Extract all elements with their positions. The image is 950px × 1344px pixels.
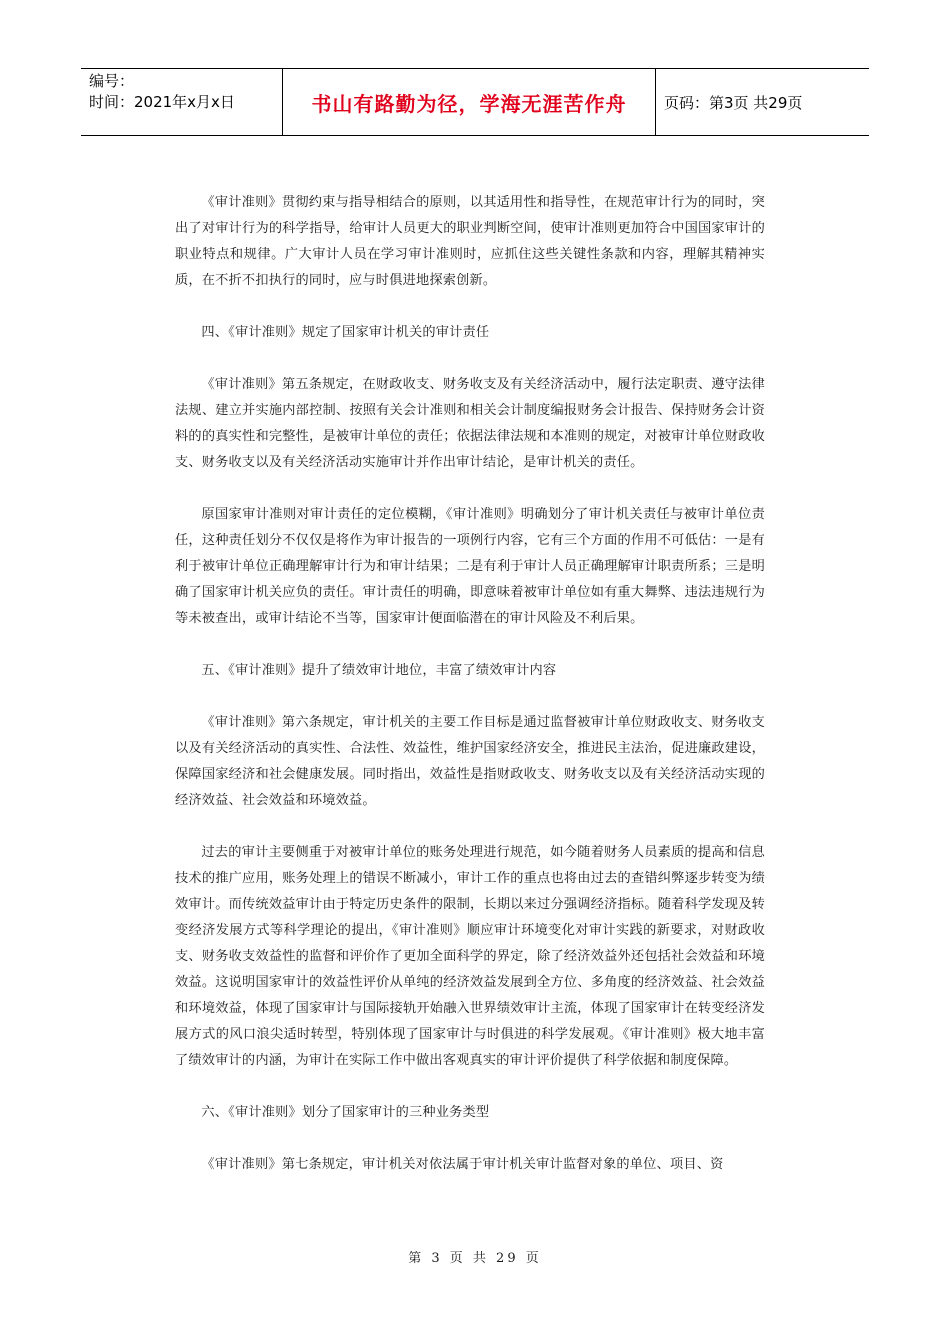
paragraph-5: 过去的审计主要侧重于对被审计单位的账务处理进行规范，如今随着财务人员素质的提高和信息技术的推广应用，账务处理上的错误不断减小，审计工作的重点也将由过去的查错纠弊逐步转变为绩效审计。而传统效益审计由于特定历史条件的限制，长期以来过分强调经济指标。随着科学发现及转变经济发展方式等科学理论的提出，《审计准则》顺应审计环境变化对审计实践的新要求，对财政收支、财务收支效益性的监督和评价作了更加全面科学的界定，除了经济效益外还包括社会效益和环境效益。这说明国家审计的效益性评价从单纯的经济效益发展到全方位、多角度的经济效益、社会效益和环境效益，体现了国家审计与国际接轨开始融入世界绩效审计主流，体现了国家审计在转变经济发展方式的风口浪尖适时转型，特别体现了国家审计与时俱进的科学发展观。《审计准则》极大地丰富了绩效审计的内涵，为审计在实际工作中做出客观真实的审计评价提供了科学依据和制度保障。 <box>175 845 765 1068</box>
section-heading-5: 五、《审计准则》提升了绩效审计地位，丰富了绩效审计内容 <box>201 663 557 678</box>
paragraph-2: 《审计准则》第五条规定，在财政收支、财务收支及有关经济活动中，履行法定职责、遵守法律法规、建立并实施内部控制、按照有关会计准则和相关会计制度编报财务会计报告、保持财务会计资料的的真实性和完整性，是被审计单位的责任；依据法律法规和本准则的规定，对被审计单位财政收支、财务收支以及有关经济活动实施审计并作出审计结论，是审计机关的责任。 <box>175 377 765 470</box>
header-meta <box>81 69 283 135</box>
time-label: 时间：2021年x月x日 <box>89 93 235 111</box>
document-body <box>175 190 765 1204</box>
page-info: 页码：第3页 共29页 <box>664 93 803 112</box>
paragraph-3: 原国家审计准则对审计责任的定位模糊，《审计准则》明确划分了审计机关责任与被审计单位责任，这种责任划分不仅仅是将作为审计报告的一项例行内容，它有三个方面的作用不可低估：一是有利于被审计单位正确理解审计行为和审计结果；二是有利于审计人员正确理解审计职责所系；三是明确了国家审计机关应负的责任。审计责任的明确，即意味着被审计单位如有重大舞弊、违法违规行为等未被查出，或审计结论不当等，国家审计便面临潜在的审计风险及不利后果。 <box>175 507 765 626</box>
paragraph-4: 《审计准则》第六条规定，审计机关的主要工作目标是通过监督被审计单位财政收支、财务收支以及有关经济活动的真实性、合法性、效益性，维护国家经济安全，推进民主法治，促进廉政建设，保障国家经济和社会健康发展。同时指出，效益性是指财政收支、财务收支以及有关经济活动实现的经济效益、社会效益和环境效益。 <box>175 715 765 808</box>
document-header <box>81 68 869 136</box>
motto: 书山有路勤为径，学海无涯苦作舟 <box>283 69 656 135</box>
page-footer: 第 3 页 共 29 页 <box>408 1251 542 1266</box>
paragraph-6: 《审计准则》第七条规定，审计机关对依法属于审计机关审计监督对象的单位、项目、资 <box>201 1157 724 1172</box>
section-heading-4: 四、《审计准则》规定了国家审计机关的审计责任 <box>201 325 490 340</box>
paragraph-1: 《审计准则》贯彻约束与指导相结合的原则，以其适用性和指导性，在规范审计行为的同时，突出了对审计行为的科学指导，给审计人员更大的职业判断空间，使审计准则更加符合中国国家审计的职业特点和规律。广大审计人员在学习审计准则时，应抓住这些关键性条款和内容，理解其精神实质，在不折不扣执行的同时，应与时俱进地探索创新。 <box>175 195 765 288</box>
number-label: 编号： <box>89 72 135 90</box>
section-heading-6: 六、《审计准则》划分了国家审计的三种业务类型 <box>201 1105 490 1120</box>
